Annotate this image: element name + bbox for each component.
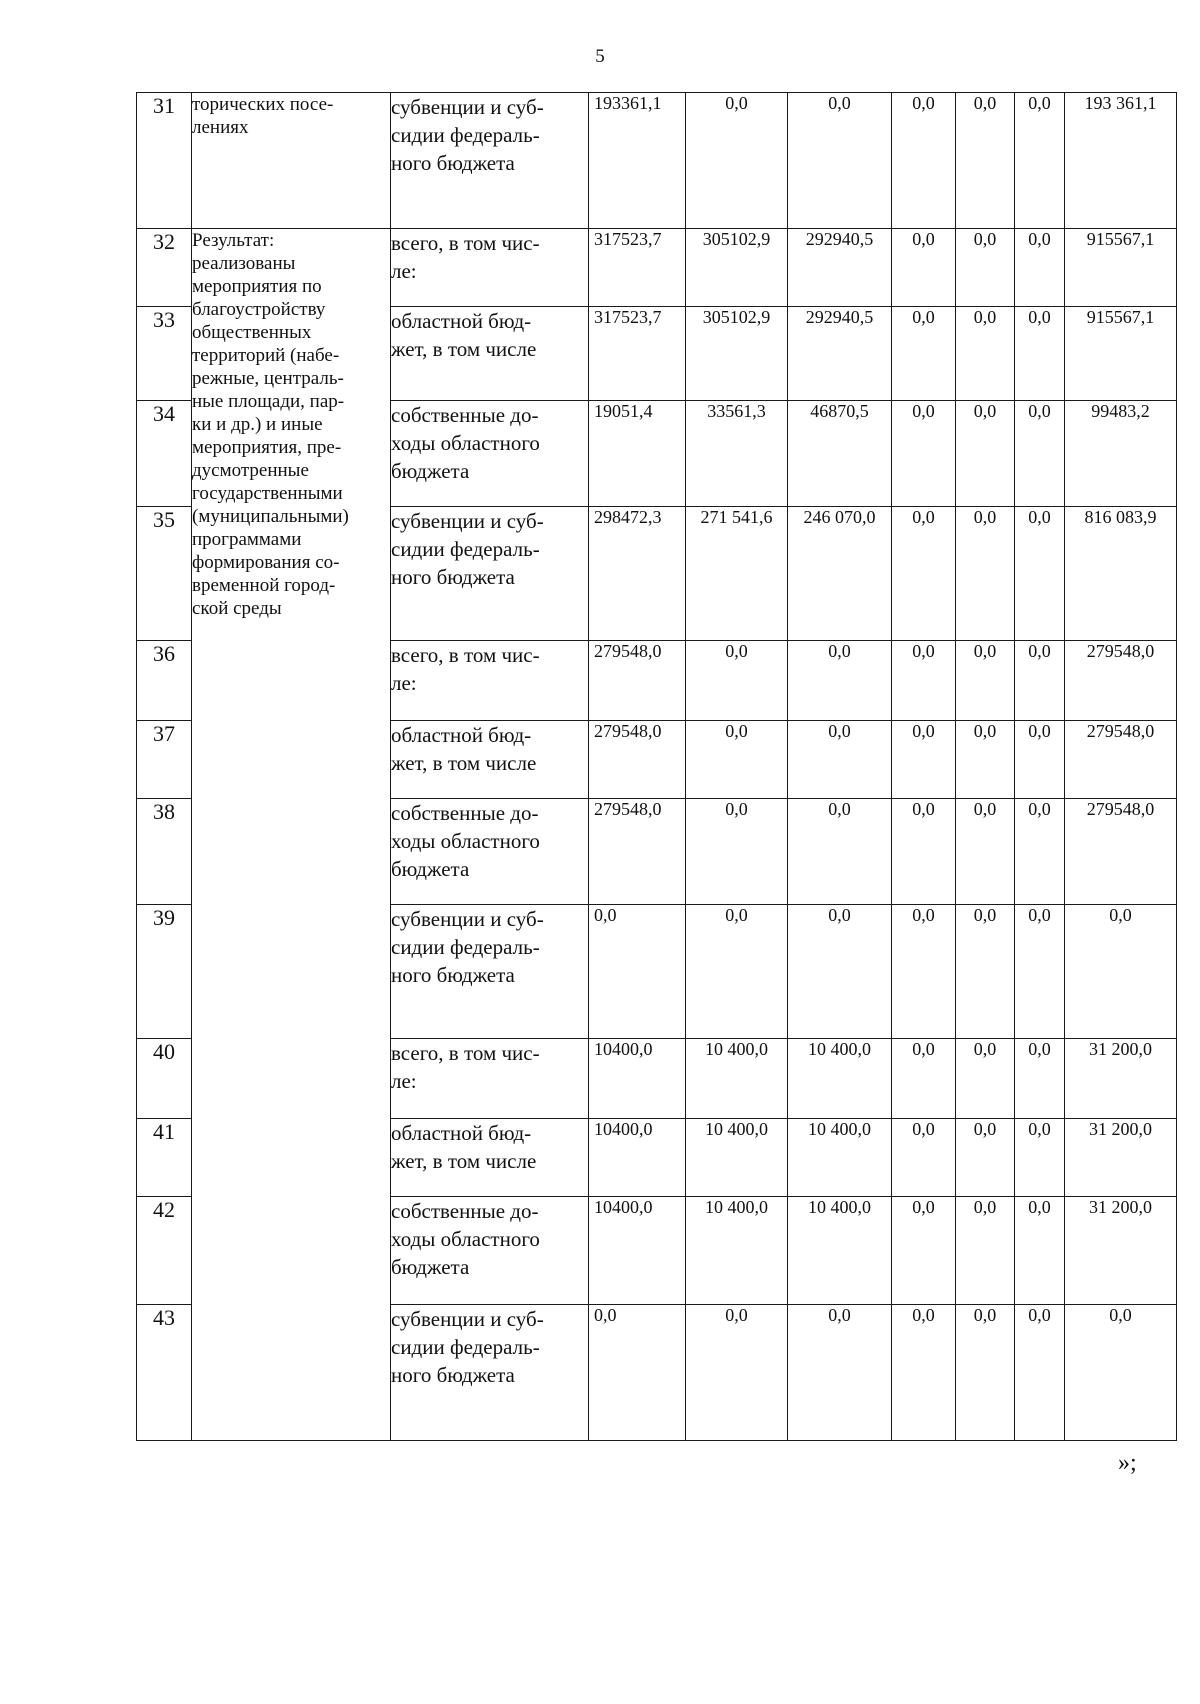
- value-total: 31 200,0: [1065, 1039, 1177, 1119]
- value-cell: 10400,0: [589, 1039, 686, 1119]
- value-cell: 0,0: [1015, 93, 1065, 229]
- value-cell: 0,0: [892, 1119, 956, 1197]
- value-cell: 0,0: [956, 641, 1015, 721]
- value-cell: 0,0: [1015, 401, 1065, 507]
- value-cell: 0,0: [892, 1197, 956, 1305]
- row-number: 33: [137, 307, 192, 401]
- value-cell: 0,0: [892, 721, 956, 799]
- row-number: 32: [137, 229, 192, 307]
- funding-source: субвенции и суб- сидии федераль- ного бюджета: [391, 93, 589, 229]
- row-number: 36: [137, 641, 192, 721]
- value-cell: 0,0: [892, 507, 956, 641]
- closing-quote: »;: [1118, 1450, 1137, 1476]
- value-cell: 0,0: [1015, 229, 1065, 307]
- value-cell: 10 400,0: [686, 1039, 788, 1119]
- value-total: 915567,1: [1065, 229, 1177, 307]
- value-total: 31 200,0: [1065, 1197, 1177, 1305]
- value-cell: 0,0: [1015, 1197, 1065, 1305]
- value-cell: 0,0: [892, 229, 956, 307]
- value-cell: 0,0: [956, 721, 1015, 799]
- value-total: 0,0: [1065, 1305, 1177, 1441]
- value-cell: 0,0: [956, 1119, 1015, 1197]
- funding-source: собственные до- ходы областного бюджета: [391, 799, 589, 905]
- value-cell: 0,0: [892, 93, 956, 229]
- funding-source: собственные до- ходы областного бюджета: [391, 401, 589, 507]
- row-number: 31: [137, 93, 192, 229]
- funding-source: субвенции и суб- сидии федераль- ного бюджета: [391, 1305, 589, 1441]
- value-cell: 0,0: [788, 905, 892, 1039]
- value-cell: 0,0: [1015, 1119, 1065, 1197]
- row-number: 43: [137, 1305, 192, 1441]
- value-cell: 0,0: [956, 799, 1015, 905]
- value-cell: 0,0: [956, 905, 1015, 1039]
- value-total: 31 200,0: [1065, 1119, 1177, 1197]
- value-cell: 0,0: [956, 229, 1015, 307]
- value-cell: 0,0: [956, 93, 1015, 229]
- value-cell: 0,0: [892, 1039, 956, 1119]
- result-description: Результат: реализованы мероприятия по благоустройству общественных территорий (набе- режные, централь- ные площади, пар- ки и др.) и иные мероприятия, пре- дусмотренные государственными (муниципальными) программами формирования со- временной город- ской среды: [192, 229, 391, 1441]
- value-cell: 10 400,0: [788, 1197, 892, 1305]
- value-cell: 0,0: [686, 905, 788, 1039]
- value-cell: 0,0: [1015, 641, 1065, 721]
- value-cell: 10 400,0: [788, 1039, 892, 1119]
- value-cell: 0,0: [1015, 1305, 1065, 1441]
- value-cell: 10 400,0: [788, 1119, 892, 1197]
- value-cell: 0,0: [956, 1039, 1015, 1119]
- value-cell: 0,0: [1015, 799, 1065, 905]
- value-cell: 246 070,0: [788, 507, 892, 641]
- value-cell: 10400,0: [589, 1119, 686, 1197]
- value-cell: 279548,0: [589, 641, 686, 721]
- value-cell: 0,0: [1015, 721, 1065, 799]
- value-cell: 317523,7: [589, 229, 686, 307]
- value-cell: 0,0: [892, 905, 956, 1039]
- value-total: 193 361,1: [1065, 93, 1177, 229]
- value-cell: 292940,5: [788, 307, 892, 401]
- value-cell: 0,0: [589, 1305, 686, 1441]
- value-cell: 0,0: [788, 93, 892, 229]
- value-cell: 0,0: [892, 641, 956, 721]
- value-total: 816 083,9: [1065, 507, 1177, 641]
- row-number: 42: [137, 1197, 192, 1305]
- value-cell: 0,0: [956, 1305, 1015, 1441]
- value-cell: 193361,1: [589, 93, 686, 229]
- value-cell: 19051,4: [589, 401, 686, 507]
- value-cell: 0,0: [892, 1305, 956, 1441]
- value-cell: 0,0: [1015, 905, 1065, 1039]
- value-cell: 305102,9: [686, 307, 788, 401]
- value-cell: 279548,0: [589, 799, 686, 905]
- row-number: 34: [137, 401, 192, 507]
- value-cell: 0,0: [686, 641, 788, 721]
- funding-source: всего, в том чис- ле:: [391, 1039, 589, 1119]
- value-cell: 33561,3: [686, 401, 788, 507]
- page-number: 5: [595, 46, 605, 67]
- value-cell: 271 541,6: [686, 507, 788, 641]
- table-row: [137, 229, 1177, 307]
- row-number: 38: [137, 799, 192, 905]
- value-cell: 46870,5: [788, 401, 892, 507]
- value-cell: 0,0: [589, 905, 686, 1039]
- row-number: 35: [137, 507, 192, 641]
- value-total: 99483,2: [1065, 401, 1177, 507]
- value-cell: 0,0: [788, 799, 892, 905]
- value-cell: 10400,0: [589, 1197, 686, 1305]
- funding-source: субвенции и суб- сидии федераль- ного бюджета: [391, 507, 589, 641]
- value-cell: 0,0: [788, 1305, 892, 1441]
- value-cell: 10 400,0: [686, 1119, 788, 1197]
- budget-table: [136, 92, 1177, 1441]
- value-cell: 0,0: [1015, 507, 1065, 641]
- funding-source: собственные до- ходы областного бюджета: [391, 1197, 589, 1305]
- funding-source: субвенции и суб- сидии федераль- ного бюджета: [391, 905, 589, 1039]
- value-cell: 0,0: [956, 1197, 1015, 1305]
- value-cell: 0,0: [892, 401, 956, 507]
- value-cell: 0,0: [788, 721, 892, 799]
- value-cell: 0,0: [1015, 307, 1065, 401]
- value-cell: 0,0: [956, 307, 1015, 401]
- funding-source: всего, в том чис- ле:: [391, 641, 589, 721]
- row-description: торических посе- лениях: [192, 93, 391, 229]
- value-cell: 0,0: [1015, 1039, 1065, 1119]
- funding-source: областной бюд- жет, в том числе: [391, 721, 589, 799]
- funding-source: всего, в том чис- ле:: [391, 229, 589, 307]
- value-cell: 0,0: [686, 93, 788, 229]
- value-total: 0,0: [1065, 905, 1177, 1039]
- value-total: 279548,0: [1065, 799, 1177, 905]
- value-cell: 305102,9: [686, 229, 788, 307]
- value-cell: 298472,3: [589, 507, 686, 641]
- value-cell: 279548,0: [589, 721, 686, 799]
- row-number: 41: [137, 1119, 192, 1197]
- value-cell: 0,0: [686, 1305, 788, 1441]
- table-row: [137, 93, 1177, 229]
- value-cell: 0,0: [956, 507, 1015, 641]
- row-number: 37: [137, 721, 192, 799]
- value-total: 279548,0: [1065, 641, 1177, 721]
- value-cell: 292940,5: [788, 229, 892, 307]
- value-total: 279548,0: [1065, 721, 1177, 799]
- value-cell: 0,0: [892, 307, 956, 401]
- value-cell: 0,0: [956, 401, 1015, 507]
- row-number: 40: [137, 1039, 192, 1119]
- row-number: 39: [137, 905, 192, 1039]
- value-cell: 0,0: [788, 641, 892, 721]
- value-total: 915567,1: [1065, 307, 1177, 401]
- funding-source: областной бюд- жет, в том числе: [391, 1119, 589, 1197]
- value-cell: 0,0: [686, 721, 788, 799]
- value-cell: 10 400,0: [686, 1197, 788, 1305]
- value-cell: 0,0: [892, 799, 956, 905]
- value-cell: 317523,7: [589, 307, 686, 401]
- value-cell: 0,0: [686, 799, 788, 905]
- funding-source: областной бюд- жет, в том числе: [391, 307, 589, 401]
